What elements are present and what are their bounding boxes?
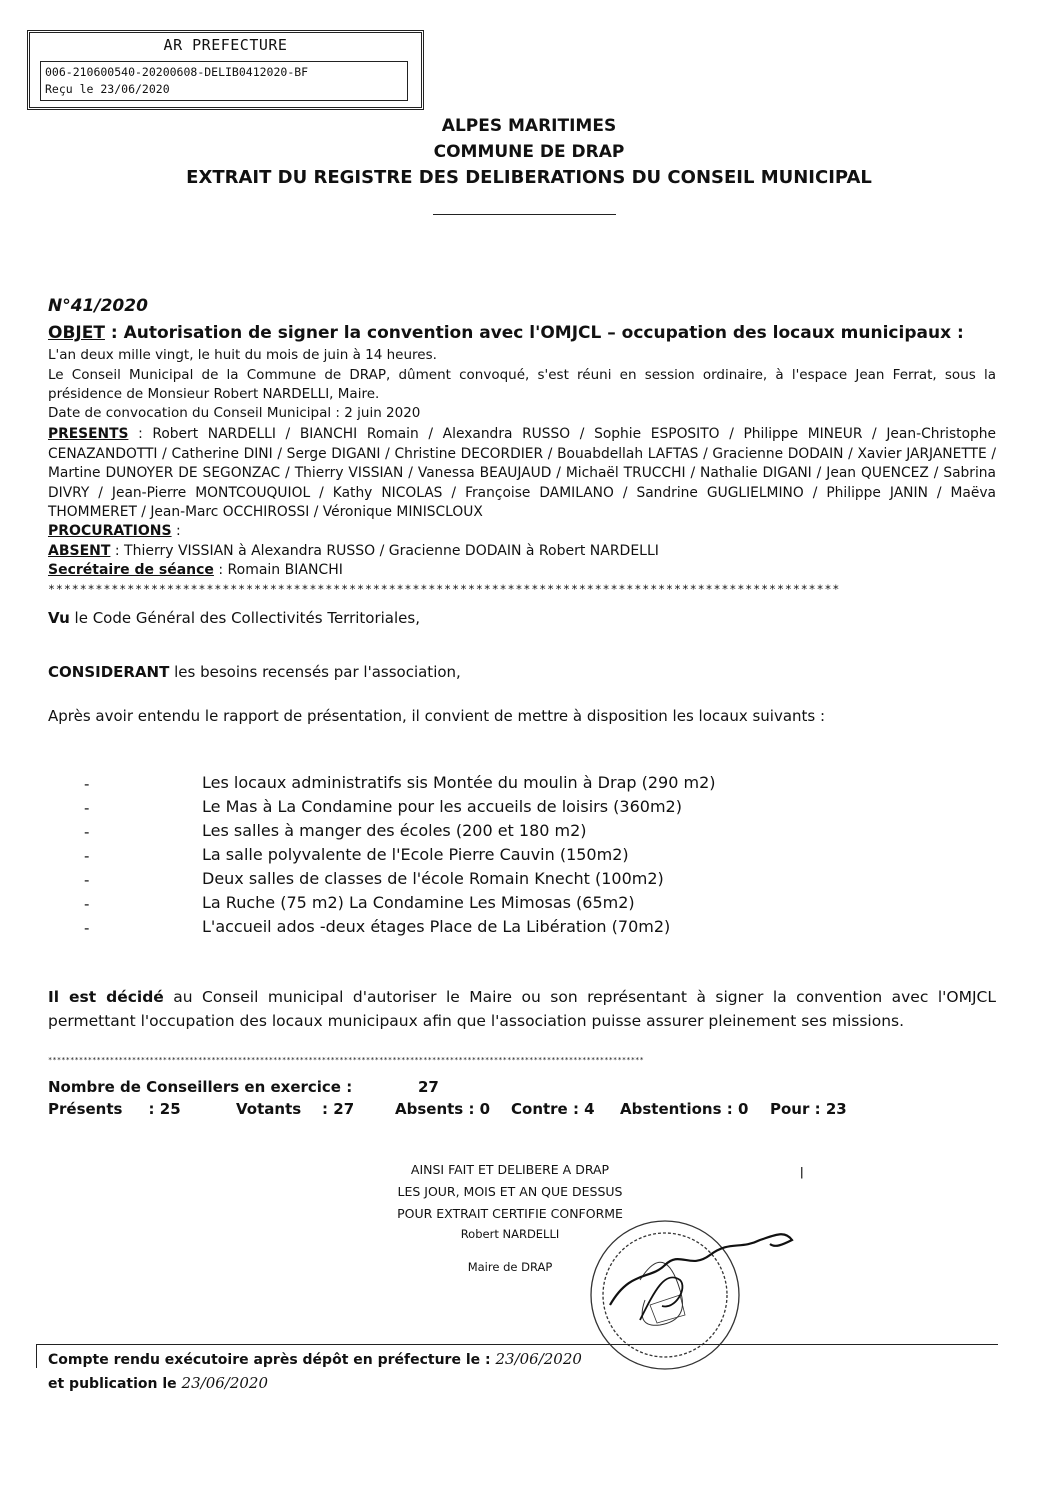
objet-text: : Autorisation de signer la convention avec l'OMJCL – occupation des locaux municipaux : — [104, 323, 964, 343]
session-paragraph: Le Conseil Municipal de la Commune de DRAP, dûment convoqué, s'est réuni en session ordinaire, à l'espace Jean Ferrat, sous la présidence de Monsieur Robert NARDELLI, Maire. — [48, 367, 996, 402]
convocation-date: Date de convocation du Conseil Municipal : 2 juin 2020 — [48, 405, 421, 421]
presents-label: PRESENTS — [48, 426, 129, 442]
deliberation-number: N°41/2020 — [48, 296, 148, 316]
header-divider — [433, 214, 616, 215]
vu-line — [48, 609, 420, 627]
list-item-dash: - — [84, 799, 90, 817]
vote-separator-stars: *************************************************************************************************************************************** — [48, 1056, 644, 1064]
rapport-line: Après avoir entendu le rapport de présentation, il convient de mettre à disposition les locaux suivants : — [48, 707, 826, 725]
list-item-dash: - — [84, 919, 90, 937]
conseillers-value: 27 — [418, 1078, 439, 1096]
procurations-label: PROCURATIONS — [48, 523, 172, 539]
procurations — [48, 523, 181, 539]
stray-mark: ǀ — [800, 1165, 804, 1179]
footer-executoire-date: 23/06/2020 — [495, 1350, 582, 1368]
procurations-text: : — [171, 523, 181, 539]
footer-publication-text: et publication le — [48, 1376, 182, 1392]
conseillers-label: Nombre de Conseillers en exercice : — [48, 1078, 353, 1096]
meeting-date: L'an deux mille vingt, le huit du mois de juin à 14 heures. — [48, 347, 437, 363]
footer-publication — [48, 1374, 268, 1392]
list-item: Deux salles de classes de l'école Romain Knecht (100m2) — [202, 869, 664, 888]
vu-text: le Code Général des Collectivités Territoriales, — [69, 609, 420, 627]
absent-text: : Thierry VISSIAN à Alexandra RUSSO / Gracienne DODAIN à Robert NARDELLI — [110, 543, 659, 559]
list-item: L'accueil ados -deux étages Place de La Libération (70m2) — [202, 917, 671, 936]
signature-line-3: POUR EXTRAIT CERTIFIE CONFORME — [397, 1206, 623, 1221]
header-department: ALPES MARITIMES — [441, 116, 617, 136]
prefecture-stamp — [27, 30, 424, 110]
separator-stars: **************************************************************************************************** — [48, 582, 841, 596]
absent-label: ABSENT — [48, 543, 111, 559]
considerant-text: les besoins recensés par l'association, — [169, 663, 461, 681]
decision-bold: Il est décidé — [48, 988, 164, 1006]
decision-paragraph — [48, 985, 996, 1033]
considerant-bold: CONSIDERANT — [48, 663, 170, 681]
list-item: La salle polyvalente de l'Ecole Pierre Cauvin (150m2) — [202, 845, 629, 864]
secretaire-text: : Romain BIANCHI — [213, 562, 343, 578]
list-item-dash: - — [84, 895, 90, 913]
vote-votants: Votants : 27 — [236, 1100, 355, 1118]
secretaire-label: Secrétaire de séance — [48, 562, 214, 578]
stamp-title: AR PREFECTURE — [163, 36, 288, 54]
decision-text: au Conseil municipal d'autoriser le Maire ou son représentant à signer la convention avec l'OMJCL permettant l'occupation des locaux municipaux afin que l'association puisse assurer pleinement ses missions. — [48, 988, 996, 1030]
vote-absents: Absents : 0 — [395, 1100, 491, 1118]
signature-line-1: AINSI FAIT ET DELIBERE A DRAP — [410, 1162, 610, 1177]
deliberation-objet — [48, 323, 964, 343]
list-item: La Ruche (75 m2) La Condamine Les Mimosas (65m2) — [202, 893, 635, 912]
list-item: Le Mas à La Condamine pour les accueils de loisirs (360m2) — [202, 797, 682, 816]
objet-label: OBJET — [48, 323, 105, 343]
list-item-dash: - — [84, 847, 90, 865]
mayor-title: Maire de DRAP — [467, 1260, 553, 1274]
list-item-dash: - — [84, 775, 90, 793]
vu-bold: Vu — [48, 609, 70, 627]
stamp-reference — [40, 61, 408, 101]
vote-presents: Présents : 25 — [48, 1100, 181, 1118]
list-item: Les salles à manger des écoles (200 et 180 m2) — [202, 821, 587, 840]
vote-abstentions: Abstentions : 0 — [620, 1100, 749, 1118]
footer-publication-date: 23/06/2020 — [181, 1374, 269, 1392]
presents-text: : Robert NARDELLI / BIANCHI Romain / Alexandra RUSSO / Sophie ESPOSITO / Philippe MINEUR / Jean-Christophe CENAZANDOTTI / Catherine DINI / Serge DIGANI / Christine DECORDIER / Bouabdellah LAFTAS / Gracienne DODAIN / Xavier JARJANETTE / Martine DUNOYER DE SEGONZAC / Thierry VISSIAN / Vanessa BEAUJAUD / Michaël TRUCCHI / Nathalie DIGANI / Jean QUENCEZ / Sabrina DIVRY / Jean-Pierre MONTCOUQUIOL / Kathy NICOLAS / Françoise DAMILANO / Sandrine GUGLIELMINO / Philippe JANIN / Maëva THOMMERET / Jean-Marc OCCHIROSSI / Véronique MINISCLOUX — [48, 426, 996, 521]
stamp-reference-id: 006-210600540-20200608-DELIB0412020-BF — [45, 65, 309, 79]
list-item-dash: - — [84, 823, 90, 841]
stamp-received-date: Reçu le 23/06/2020 — [45, 82, 170, 96]
footer-executoire — [48, 1350, 582, 1368]
considerant-line — [48, 663, 461, 681]
presents-paragraph — [48, 425, 996, 523]
list-item: Les locaux administratifs sis Montée du moulin à Drap (290 m2) — [202, 773, 716, 792]
mayor-name: Robert NARDELLI — [460, 1227, 560, 1241]
list-item-dash: - — [84, 871, 90, 889]
absent-line — [48, 543, 659, 559]
header-title: EXTRAIT DU REGISTRE DES DELIBERATIONS DU CONSEIL MUNICIPAL — [186, 167, 872, 188]
vote-pour: Pour : 23 — [770, 1100, 847, 1118]
signature-line-2: LES JOUR, MOIS ET AN QUE DESSUS — [397, 1184, 623, 1199]
footer-executoire-text: Compte rendu exécutoire après dépôt en préfecture le : — [48, 1352, 496, 1368]
header-commune: COMMUNE DE DRAP — [433, 142, 625, 162]
secretaire-line — [48, 562, 343, 578]
vote-contre: Contre : 4 — [511, 1100, 595, 1118]
